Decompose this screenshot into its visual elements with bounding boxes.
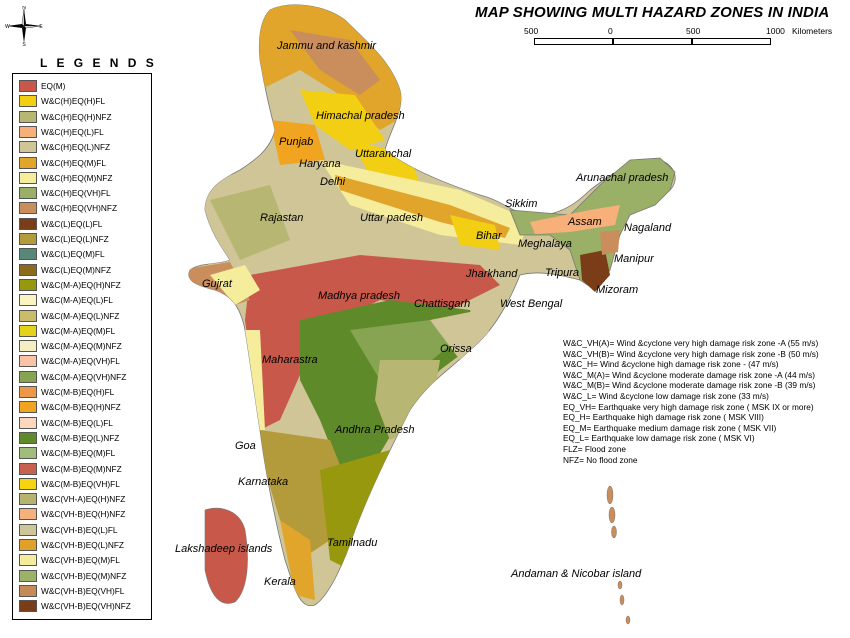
legend-label: W&C(H)EQ(L)FL — [41, 126, 104, 137]
zone-tamilnadu — [320, 450, 390, 570]
legend-swatch — [19, 539, 37, 551]
label-an: Andaman & Nicobar island — [511, 568, 642, 580]
legend-swatch — [19, 600, 37, 612]
legend-item — [19, 463, 122, 475]
note-line: W&C_VH(A)= Wind &cyclone very high damage risk zone -A (55 m/s) — [563, 338, 819, 348]
legend-swatch — [19, 264, 37, 276]
legend-swatch — [19, 279, 37, 291]
legend-label: W&C(H)EQ(H)FL — [41, 96, 106, 107]
label-cg: Chattisgarh — [414, 298, 471, 310]
note-line: W&C_H= Wind &cyclone high damage risk zone - (47 m/s) — [563, 359, 779, 370]
legend-swatch — [19, 141, 37, 153]
legend-swatch — [19, 172, 37, 184]
legend-swatch — [19, 80, 37, 92]
legend-item — [19, 493, 125, 505]
legend-label: W&C(VH-B)EQ(L)FL — [41, 524, 118, 535]
map-title: MAP SHOWING MULTI HAZARD ZONES IN INDIA — [475, 4, 830, 21]
legend-item — [19, 508, 125, 520]
legend-swatch — [19, 401, 37, 413]
legend-swatch — [19, 187, 37, 199]
legend-item — [19, 111, 112, 123]
abbreviation-notes — [563, 338, 819, 465]
legend-label: W&C(L)EQ(M)NFZ — [41, 264, 112, 275]
compass-n-label: N — [22, 6, 26, 11]
legend-label: EQ(M) — [41, 81, 66, 91]
legend-label: W&C(M-A)EQ(VH)NFZ — [41, 371, 127, 382]
legend-item — [19, 386, 114, 398]
legend-item — [19, 417, 113, 429]
label-jh: Jharkhand — [466, 268, 518, 280]
legend-item — [19, 325, 115, 337]
note-line: FLZ= Flood zone — [563, 443, 626, 454]
legend-item — [19, 126, 104, 138]
label-dl: Delhi — [320, 176, 346, 188]
legend-swatch — [19, 95, 37, 107]
label-uk: Uttaranchal — [355, 148, 412, 160]
legend-swatch — [19, 111, 37, 123]
legend-item — [19, 524, 118, 536]
legend-label: W&C(M-B)EQ(M)NFZ — [41, 463, 122, 474]
label-mp: Madhya pradesh — [318, 290, 400, 302]
legend-label: W&C(H)EQ(M)NFZ — [41, 172, 113, 183]
andaman-nicobar-islands — [607, 486, 630, 624]
label-ap: Andhra Pradesh — [335, 424, 415, 436]
legend-label: W&C(VH-B)EQ(VH)NFZ — [41, 601, 131, 612]
note-line: W&C_M(A)= Wind &cyclone moderate damage risk zone -A (44 m/s) — [563, 369, 815, 380]
legend-label: W&C(M-B)EQ(L)NFZ — [41, 432, 120, 443]
legend-item — [19, 600, 131, 612]
legend-swatch — [19, 447, 37, 459]
scale-unit: Kilometers — [792, 26, 833, 36]
label-mh: Maharastra — [262, 354, 318, 366]
scale-tick: 1000 — [766, 26, 785, 36]
legend-item — [19, 202, 117, 214]
legend-heading: L E G E N D S — [40, 56, 157, 70]
label-nl: Nagaland — [624, 222, 672, 234]
note-line: W&C_M(B)= Wind &cyclone moderate damage risk zone -B (39 m/s) — [563, 380, 816, 391]
legend-swatch — [19, 340, 37, 352]
label-jk: Jammu and kashmir — [277, 40, 377, 52]
legend-item — [19, 218, 102, 230]
legend-item — [19, 157, 106, 169]
legend-label: W&C(H)EQ(M)FL — [41, 157, 106, 168]
label-sk: Sikkim — [505, 198, 538, 210]
legend-label: W&C(M-B)EQ(H)FL — [41, 387, 115, 397]
legend-label: W&C(VH-B)EQ(H)NFZ — [41, 509, 126, 520]
label-ga: Goa — [235, 440, 256, 452]
legend-item — [19, 95, 105, 107]
compass-s-label: S — [22, 42, 26, 46]
legend-label: W&C(M-B)EQ(L)FL — [41, 417, 113, 428]
compass-w-label: W — [5, 24, 10, 30]
note-line: EQ_H= Earthquake high damage risk zone ( MSK VIII) — [563, 412, 764, 423]
legend-label: W&C(M-B)EQ(M)FL — [41, 448, 116, 459]
legend-item — [19, 585, 124, 597]
label-hr: Haryana — [299, 158, 341, 170]
legend-item — [19, 554, 120, 566]
scale-tick: 0 — [608, 26, 613, 36]
legend-item — [19, 570, 126, 582]
legend-label: W&C(VH-B)EQ(L)NFZ — [41, 540, 124, 550]
note-line: EQ_VH= Earthquake very high damage risk zone ( MSK IX or more) — [563, 401, 814, 412]
legend-label: W&C(M-A)EQ(VH)FL — [41, 356, 120, 367]
legend-item — [19, 310, 119, 322]
legend-label: W&C(VH-B)EQ(M)FL — [41, 555, 120, 566]
label-mz: Mizoram — [596, 284, 639, 296]
legend-item — [19, 172, 112, 184]
legend-item — [19, 80, 65, 92]
note-line: W&C_L= Wind &cyclone low damage risk zone (33 m/s) — [563, 390, 769, 401]
scale-tick: 500 — [686, 26, 701, 36]
legend-item — [19, 539, 124, 551]
legend-item — [19, 401, 121, 413]
legend-swatch — [19, 493, 37, 505]
legend-swatch — [19, 202, 37, 214]
label-mn: Manipur — [614, 253, 654, 265]
label-as: Assam — [568, 216, 602, 228]
legend-item — [19, 478, 120, 490]
legend-swatch — [19, 386, 37, 398]
label-or: Orissa — [440, 343, 472, 355]
legend-label: W&C(H)EQ(VH)FL — [41, 188, 111, 199]
legend-swatch — [19, 585, 37, 597]
compass-rose-icon — [4, 6, 44, 46]
legend-swatch — [19, 417, 37, 429]
compass-e-label: E — [39, 24, 43, 30]
legend-swatch — [19, 126, 37, 138]
legend-item — [19, 141, 110, 153]
label-gj: Gujrat — [202, 278, 232, 290]
legend-label: W&C(H)EQ(VH)NFZ — [41, 203, 118, 214]
note-line: EQ_L= Earthquake low damage risk zone ( MSK VI) — [563, 433, 755, 444]
legend-item — [19, 355, 120, 367]
legend-swatch — [19, 463, 37, 475]
legend-swatch — [19, 554, 37, 566]
legend-swatch — [19, 157, 37, 169]
legend-item — [19, 371, 126, 383]
scale-tick: 500 — [524, 26, 539, 36]
label-ar: Arunachal pradesh — [576, 172, 669, 184]
legend-item — [19, 264, 111, 276]
legend-swatch — [19, 355, 37, 367]
label-ka: Karnataka — [238, 476, 289, 488]
legend-item — [19, 248, 105, 260]
label-hp: Himachal pradesh — [316, 110, 405, 122]
legend-label: W&C(L)EQ(L)NFZ — [41, 234, 109, 244]
label-rj: Rajastan — [260, 212, 304, 224]
legend-item — [19, 233, 109, 245]
legend-label: W&C(H)EQ(H)NFZ — [41, 111, 112, 122]
note-line: W&C_VH(B)= Wind &cyclone very high damage risk zone -B (50 m/s) — [563, 348, 819, 359]
legend-swatch — [19, 524, 37, 536]
legend-label: W&C(M-A)EQ(M)NFZ — [41, 341, 122, 352]
legend-swatch — [19, 233, 37, 245]
legend-item — [19, 340, 122, 352]
label-tr: Tripura — [545, 267, 580, 279]
legend-swatch — [19, 325, 37, 337]
label-up: Uttar padesh — [360, 212, 423, 224]
legend-label: W&C(M-A)EQ(L)FL — [41, 295, 113, 306]
label-kl: Kerala — [264, 576, 296, 588]
note-line: NFZ= No flood zone — [563, 454, 638, 465]
label-ml: Meghalaya — [518, 238, 572, 250]
legend-swatch — [19, 218, 37, 230]
legend-swatch — [19, 432, 37, 444]
legend-label: W&C(M-B)EQ(VH)FL — [41, 478, 120, 489]
zone-manipur — [600, 230, 620, 255]
label-wb: West Bengal — [500, 298, 563, 310]
legend-label: W&C(H)EQ(L)NFZ — [41, 142, 111, 153]
lakshadweep-islands — [205, 508, 248, 603]
legend-label: W&C(M-A)EQ(M)FL — [41, 325, 116, 336]
note-line: EQ_M= Earthquake medium damage risk zone ( MSK VII) — [563, 422, 777, 433]
legend-label: W&C(M-A)EQ(L)NFZ — [41, 310, 120, 321]
legend-item — [19, 187, 111, 199]
label-br: Bihar — [476, 230, 502, 242]
legend-label: W&C(VH-B)EQ(M)NFZ — [41, 570, 127, 581]
legend-label: W&C(M-A)EQ(H)NFZ — [41, 279, 121, 290]
legend-swatch — [19, 294, 37, 306]
legend-swatch — [19, 310, 37, 322]
legend-swatch — [19, 371, 37, 383]
legend-swatch — [19, 508, 37, 520]
legend-item — [19, 447, 115, 459]
legend-label: W&C(M-B)EQ(H)NFZ — [41, 402, 121, 413]
legend-swatch — [19, 478, 37, 490]
legend-box — [12, 73, 152, 620]
legend-item — [19, 279, 121, 291]
label-ld: Lakshadeep islands — [175, 543, 273, 555]
label-tn: Tamilnadu — [327, 537, 378, 549]
legend-swatch — [19, 570, 37, 582]
legend-label: W&C(L)EQ(L)FL — [41, 218, 103, 229]
label-pb: Punjab — [279, 136, 314, 148]
legend-label: W&C(L)EQ(M)FL — [41, 249, 105, 260]
legend-label: W&C(VH-A)EQ(H)NFZ — [41, 494, 126, 505]
legend-swatch — [19, 248, 37, 260]
legend-item — [19, 432, 119, 444]
legend-label: W&C(VH-B)EQ(VH)FL — [41, 585, 125, 596]
legend-item — [19, 294, 113, 306]
